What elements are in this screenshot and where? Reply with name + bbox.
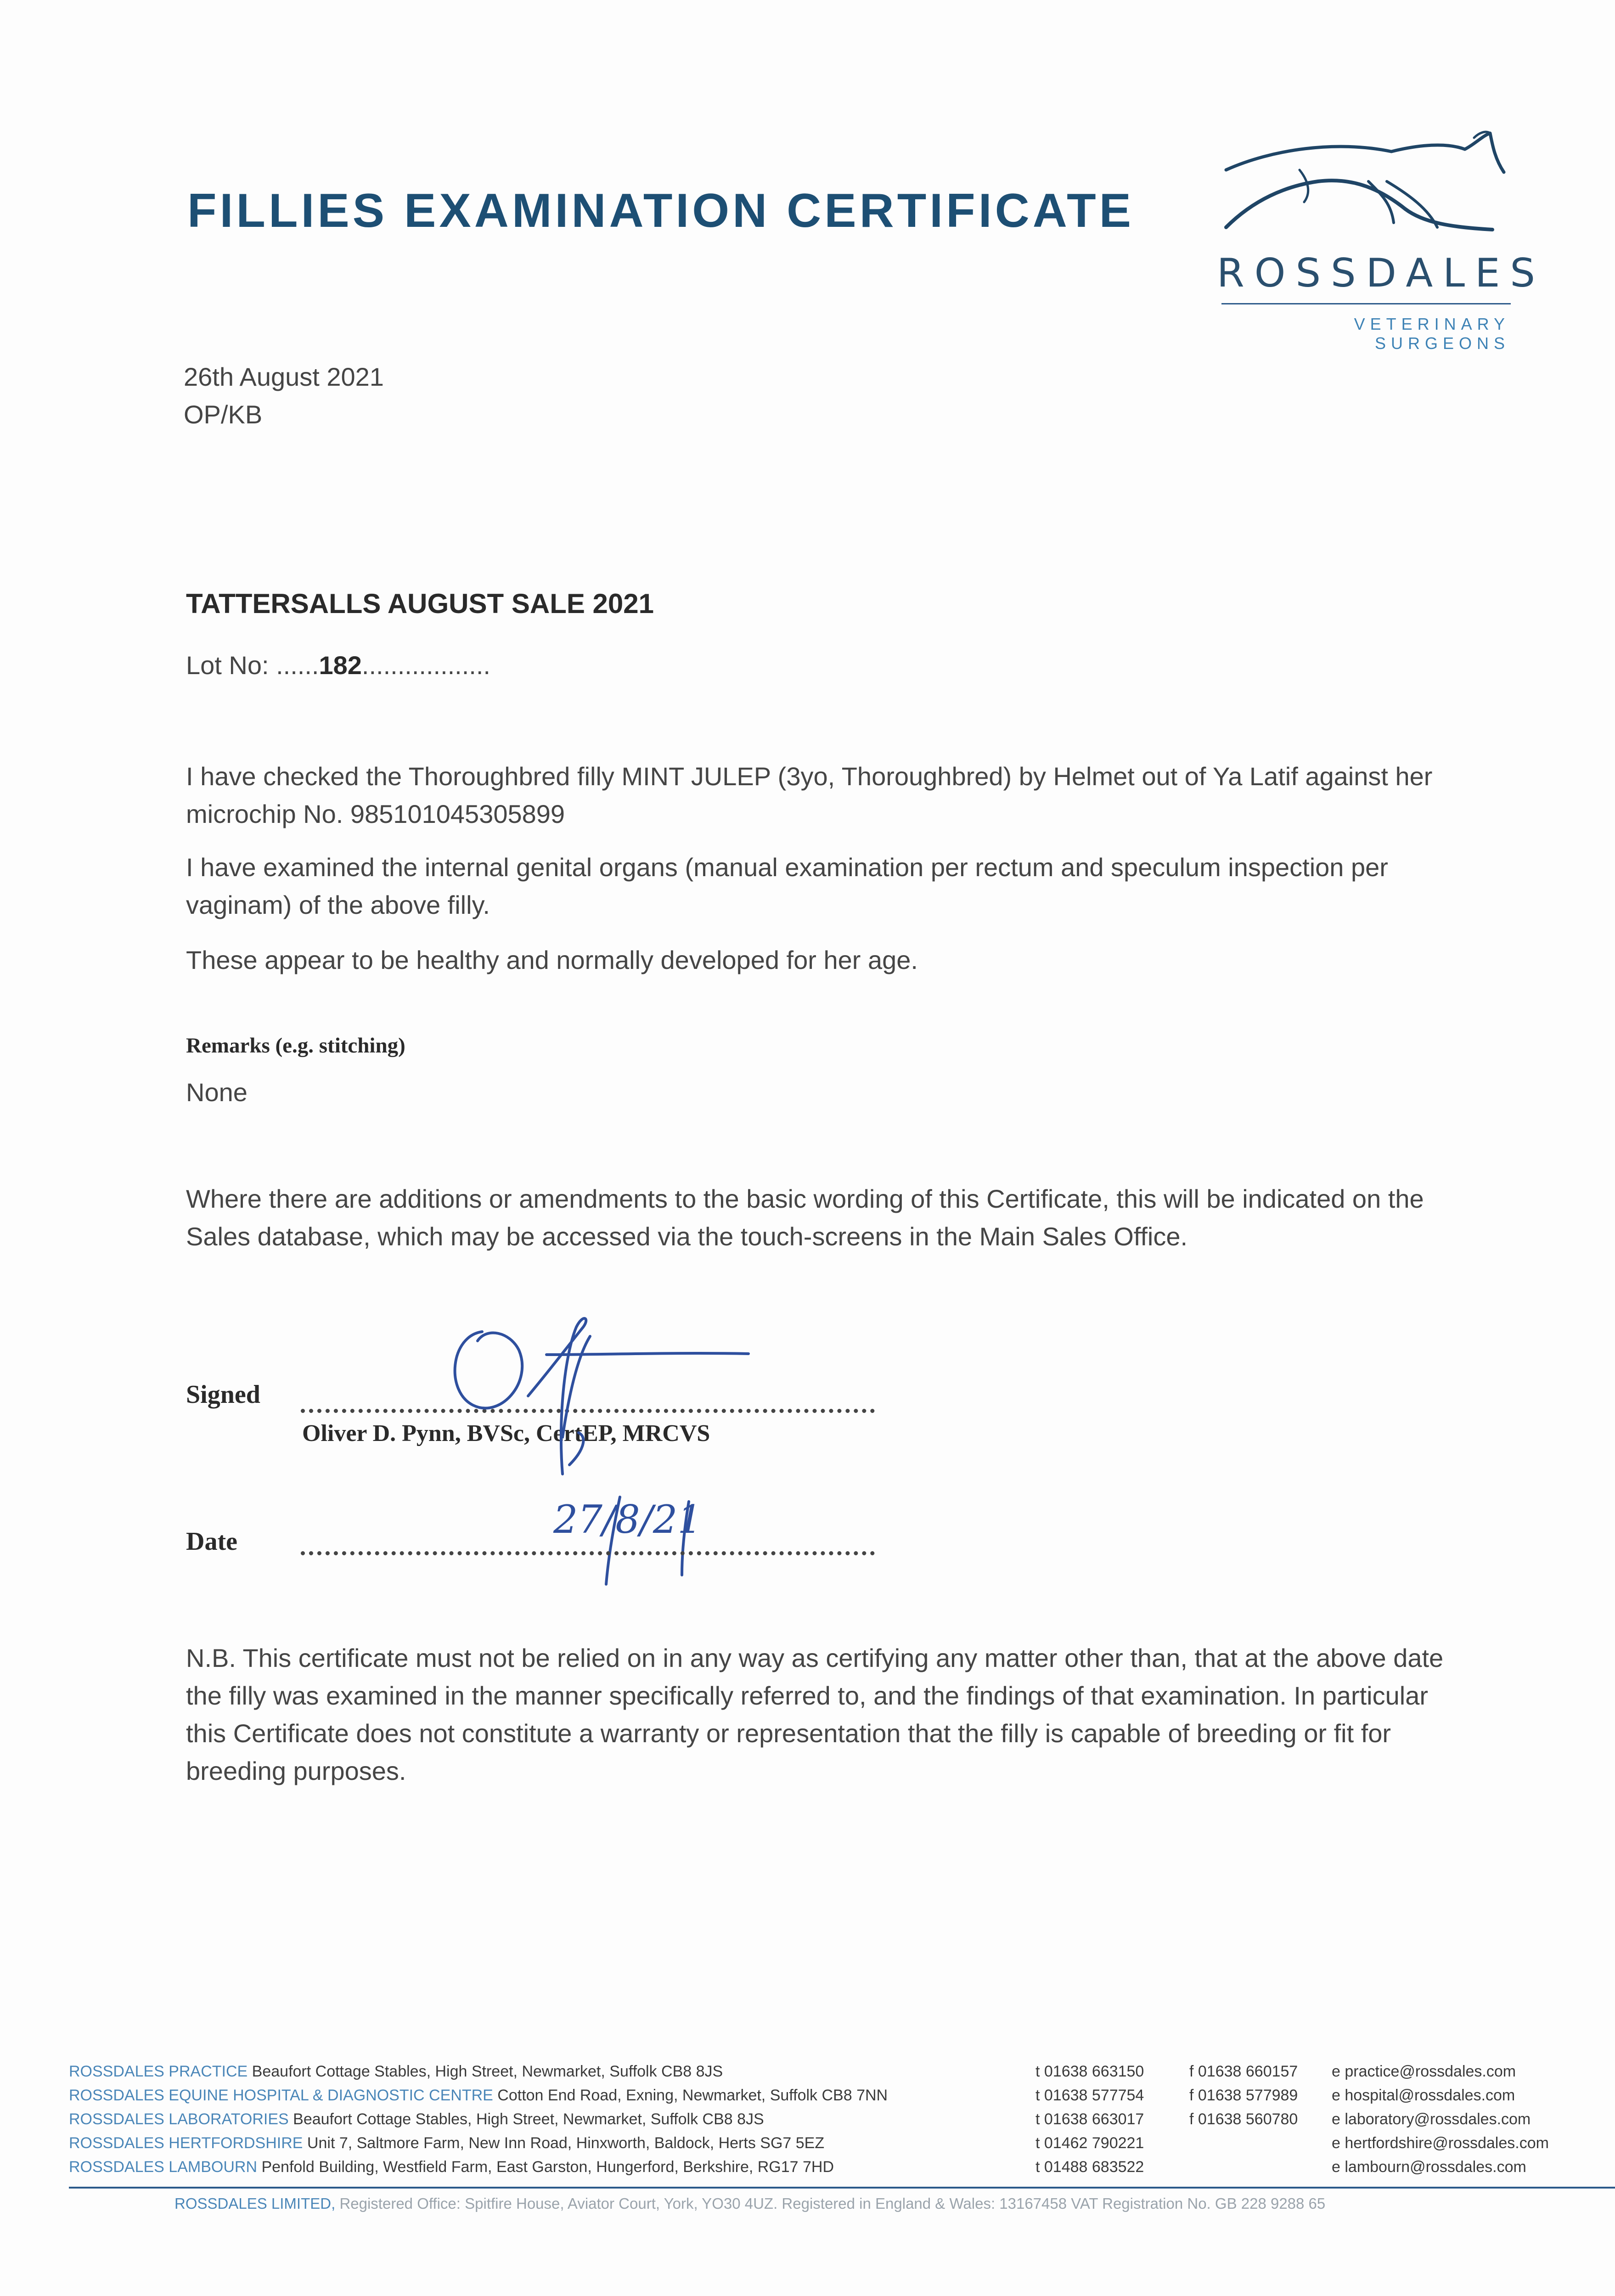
footer-row-lambourn	[69, 2155, 888, 2179]
document-date: 26th August 2021	[184, 362, 384, 391]
footer-phone: t 01462 790221	[1035, 2134, 1144, 2152]
footer-registration	[174, 2195, 1325, 2212]
signer-name: Oliver D. Pynn, BVSc, CertEP, MRCVS	[302, 1420, 710, 1446]
amendments-paragraph: Where there are additions or amendments to the basic wording of this Certificate, this will be indicated on the Sales database, which may be accessed via the touch-screens in the Main Sales Office.	[186, 1184, 1424, 1251]
footer-phone: t 01638 663150	[1035, 2063, 1144, 2080]
footer-email: e practice@rossdales.com	[1332, 2063, 1516, 2080]
footer-row-hertfordshire	[69, 2131, 888, 2155]
footer-address: Penfold Building, Westfield Farm, East Garston, Hungerford, Berkshire, RG17 7HD	[261, 2158, 834, 2176]
lot-label: Lot No:	[186, 651, 269, 680]
document-reference: OP/KB	[184, 400, 263, 429]
footer-fax-column	[1189, 2060, 1298, 2131]
disclaimer-paragraph: N.B. This certificate must not be relied on in any way as certifying any matter other than, that at the above date the filly was examined in the manner specifically referred to, and the findings of that examination. In particular this Certificate does not constitute a warranty or representation that the filly is capable of breeding or fit for breeding purposes.	[186, 1643, 1444, 1785]
footer-brand: ROSSDALES PRACTICE	[69, 2063, 248, 2080]
signed-label: Signed	[186, 1380, 260, 1409]
footer-email-column	[1332, 2060, 1549, 2179]
footer-address: Beaufort Cottage Stables, High Street, Newmarket, Suffolk CB8 8JS	[293, 2110, 764, 2128]
footer-registration-text: Registered Office: Spitfire House, Aviator Court, York, YO30 4UZ. Registered in England & Wales: 13167458 VAT Registration No. GB 228 9288 65	[339, 2195, 1326, 2212]
microchip-paragraph: I have checked the Thoroughbred filly MINT JULEP (3yo, Thoroughbred) by Helmet out of Ya Latif against her microchip No. 985101045305899	[186, 762, 1433, 828]
footer-phone: t 01488 683522	[1035, 2158, 1144, 2176]
remarks-label: Remarks (e.g. stitching)	[186, 1034, 405, 1058]
footer-addresses	[69, 2060, 888, 2179]
footer-phone: t 01638 577754	[1035, 2087, 1144, 2104]
date-label: Date	[186, 1527, 237, 1556]
footer-address: Cotton End Road, Exning, Newmarket, Suffolk CB8 7NN	[497, 2087, 888, 2104]
footer-email: e laboratory@rossdales.com	[1332, 2110, 1531, 2128]
footer-brand: ROSSDALES LABORATORIES	[69, 2110, 289, 2128]
remarks-value: None	[186, 1078, 248, 1107]
footer-phone-column	[1035, 2060, 1144, 2179]
footer-brand: ROSSDALES EQUINE HOSPITAL & DIAGNOSTIC CENTRE	[69, 2087, 493, 2104]
lot-trailer-dots: ..................	[361, 651, 490, 680]
footer-row-practice	[69, 2060, 888, 2083]
logo-divider	[1221, 303, 1511, 304]
footer-brand: ROSSDALES HERTFORDSHIRE	[69, 2134, 303, 2152]
footer-row-laboratories	[69, 2107, 888, 2131]
footer-phone: t 01638 663017	[1035, 2110, 1144, 2128]
findings-paragraph: These appear to be healthy and normally developed for her age.	[186, 945, 918, 974]
lot-number-line	[186, 647, 490, 684]
footer-brand: ROSSDALES LAMBOURN	[69, 2158, 257, 2176]
footer-fax: f 01638 577989	[1189, 2087, 1298, 2104]
handwritten-date: 27/8/21	[553, 1497, 702, 1542]
horse-logo-icon	[1217, 117, 1511, 250]
footer-row-hospital	[69, 2083, 888, 2107]
sale-title: TATTERSALLS AUGUST SALE 2021	[186, 588, 654, 619]
lot-number: 182	[319, 651, 362, 680]
footer-divider	[69, 2187, 1615, 2189]
footer-email: e hertfordshire@rossdales.com	[1332, 2134, 1549, 2152]
footer-fax: f 01638 660157	[1189, 2063, 1298, 2080]
footer-email: e hospital@rossdales.com	[1332, 2087, 1515, 2104]
footer-fax: f 01638 560780	[1189, 2110, 1298, 2128]
footer-company-name: ROSSDALES LIMITED,	[174, 2195, 336, 2212]
examination-paragraph: I have examined the internal genital organs (manual examination per rectum and speculum inspection per vaginam) of the above filly.	[186, 853, 1388, 919]
logo-tagline: VETERINARY SURGEONS	[1354, 315, 1510, 353]
footer-address: Unit 7, Saltmore Farm, New Inn Road, Hinxworth, Baldock, Herts SG7 5EZ	[307, 2134, 825, 2152]
footer-email: e lambourn@rossdales.com	[1332, 2158, 1526, 2176]
logo-wordmark: ROSSDALES	[1217, 250, 1546, 296]
footer-address: Beaufort Cottage Stables, High Street, Newmarket, Suffolk CB8 8JS	[252, 2063, 723, 2080]
lot-leader-dots: ......	[276, 651, 319, 680]
page-title: FILLIES EXAMINATION CERTIFICATE	[187, 184, 1134, 237]
